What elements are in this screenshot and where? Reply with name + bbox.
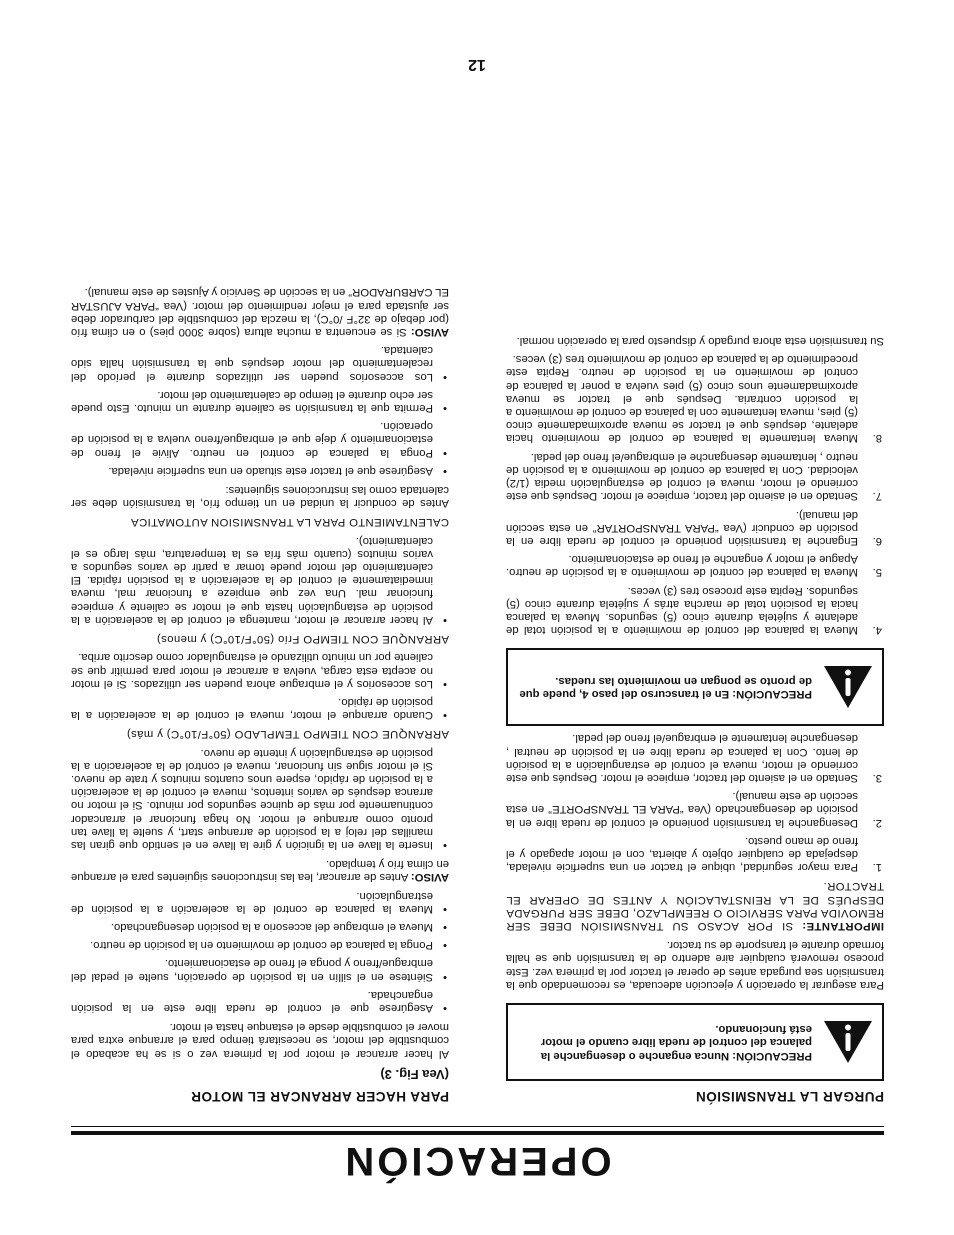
notice-label: AVISO: [410, 326, 449, 339]
bullet-item: • Mueva la palanca de control de la aceleración a la posición de estrangulación. [71, 888, 449, 914]
subsection-heading: ARRANQUE CON TIEMPO TEMPLADO (50°F/10°C) y más) [126, 728, 449, 741]
bullet-item: • Inserte la llave en la ignición y gire la llave en el sentido que giran las manillas del reloj a la posición de arranque start, y suelte la llave tan pronto como arranque el motor. No haga funcionar el arrancador continuamente por más de quince segundos por minuto. Si el motor no arranca después de varios intentos, mueva el control de la aceleración a la posición de rápido, espere unos cuantos minutos y trate de nuevo. Si el motor sigue sin funcionar, mueva el control de la aceleración a la posición de estrangulación y intente de nuevo. [71, 745, 449, 851]
step-item [506, 583, 884, 636]
bullet-item: • Los accesorios pueden ser utilizados durante el período del recalentamiento del motor después que la transmisión halla sido calentada. [71, 343, 449, 383]
step-text: Sentado en el asiento del tractor, empiece el motor. Después que este corriendo el motor, mueva el control de estrangulación media (1/2) velocidad. Con la palanca de control de movimiento a la posición de neutro , lentamente desenganche el embrague/el freno del pedal. [506, 450, 858, 503]
step-number: 5. [872, 566, 882, 579]
bullet-item: • Cuando arranque el motor, mueva el control de la aceleración a la posición de rápido. [71, 695, 449, 721]
figure-reference: (Vea Fig. 3) [380, 1066, 449, 1082]
notice-text: Si se encuentra a mucha altura (sobre 3000 pies) o en clima frío (por debajo de 32°F /0°C), la mezcla del combustible del carburador debe ser ajustada para el mejor rendimiento del motor. (Vea “PARA AJUSTAR EL CARBURADOR” en la sección de Servicio y Ajustes de este manual). [71, 286, 449, 339]
notice-label: AVISO: [410, 871, 449, 884]
important-text: SI POR ACASO SU TRANSMISIÓN DEBE SER REMOVIDA PARA SERVICIO O REEMPLAZO, DEBE SER PURGADA DESPUÉS DE LA REINSTALACIÓN Y ANTES DE OPERAR EL TRACTOR. [506, 880, 884, 932]
caution-text: PRECAUCIÓN: En el transcurso del paso 4, puede que de pronto se pongan en movimiento las ruedas. [519, 675, 812, 701]
section-heading-bleed: PURGAR LA TRANSMISIÓN [695, 1089, 884, 1104]
step-number: 3. [872, 771, 882, 784]
step-number: 2. [872, 816, 882, 829]
paragraph: Para asegurar la operación y ejecución adecuada, es recomendado que la transmisión sea purgada antes de operar el tractor por la primera vez. Este proceso removerá cualquier aire adentro de la transmisión que se halla formado durante el transporte de su tractor. [506, 939, 884, 991]
step-item [506, 352, 884, 444]
step-text: Mueva la palanca del control de movimiento a la posición de neutro. Apague el motor y enganche el freno de estacionamiento. [506, 553, 858, 579]
step-text: Sentado en el asiento del tractor, empiece el motor. Después que este corriendo el motor, mueva el control de estrangulación a la posición de lento. Con la palanca de rueda libre en la posición de neutral , desenganche lentamente el embrague/el freno del pedal. [506, 732, 858, 784]
page-title: OPERACIÓN [342, 1139, 612, 1183]
bullet-item: • Permita que la transmisión se caliente durante un minuto. Esto puede ser echo durante el tiempo de calentamiento del motor. [71, 388, 449, 414]
step-number: 7. [872, 490, 882, 503]
warning-icon [822, 664, 874, 710]
step-text: Desenganche la transmisión poniendo el control de rueda libre en la posición de desenganchado (Vea “PARA EL TRANSPORTE” en esta sección de este manual). [506, 790, 858, 829]
right-column [71, 279, 449, 1103]
important-note [506, 879, 884, 932]
bullet-item: • Mueva el embrague del accesorio a la posición desenganchado. [71, 920, 449, 933]
left-column [506, 328, 884, 1103]
bullet-item: • Los accesorios y el embrague ahora pueden ser utilizados. Si el motor no acepta esta carga, vuelva a arrancar el motor para permitir que se caliente por un minuto utilizando el estrangulador como descrito arriba. [71, 650, 449, 690]
title-rule-thin [71, 1126, 884, 1127]
bullet-item: • Al hacer arrancar el motor, mantenga el control de la aceleración a la posición de estangulación hasta que el motor se caliente y empiece funcionar mal. Una vez que empieze a funcionar mal, mueva inmediatamente el control de la aceleración a la posición rápida. El calentamiento del motor puede tomar a partir de varios segundos a varios minutos (cuanto más fría es la temperatura, más largo es el calentamiento). [71, 533, 449, 625]
paragraph: Antes de conducir la unidad en un tiempo frío, la transmisión debe ser calentada como las instrucciones siguientes: [71, 484, 449, 510]
step-item [506, 450, 884, 503]
important-label: IMPORTANTE: [801, 919, 884, 932]
subsection-heading: CALENTAMIENTO PARA LA TRANSMISION AUTOMATICA [130, 516, 449, 529]
caution-text: PRECAUCIÓN: Nunca enganche o desenganche la palanca del control de rueda libre cuando el motor está funcionando. [540, 1023, 812, 1062]
subsection-heading: ARRANQUE CON TIEMPO Frío (50°F/10°C) y menos) [156, 633, 449, 646]
step-number: 8. [872, 432, 882, 445]
paragraph: Su transmisión esta ahora purgado y dispuesto para la operación normal. [516, 335, 884, 348]
step-item [506, 789, 884, 829]
warning-icon [822, 1019, 874, 1065]
bullet-item: • Ponga la palanca de control en neutro. Alivie el freno de estacionamiento y deje que el embrague/freno vuelva a la posición de operación. [71, 419, 449, 459]
step-text: Enganche la transmisión poniendo el control de rueda libre en la posición de conducir (Vea “PARA TRANSPORTAR” en esta sección del manual). [506, 508, 858, 547]
notice [71, 857, 449, 883]
bullet-item: • Asegúrese que el tractor este situado en una superficie nivelada. [71, 464, 449, 477]
page-number: 12 [468, 56, 486, 73]
notice [71, 285, 449, 338]
step-text: Mueva lentamente la palanca de control de movimiento hacia adelante, después que el tractor se mueva aproximadamente cinco (5) pies, mueva lentamente con la palanca de control de movimiento a la posición contraria. Después que el tractor se mueva aproximadamente unos cinco (5) pies vuelva a poner la palanca de control de movimiento en la posición de neutro. Repita este procedimiento de la palanca de control de movimiento tres (3) veces. [506, 353, 858, 445]
section-heading-start: PARA HACER ARRANCAR EL MOTOR [190, 1089, 449, 1104]
bullet-item: • Siéntese en el sillín en la posición de operación, suelte el pedal del embrague/freno y ponga el freno de estacionamiento. [71, 956, 449, 982]
step-item [506, 834, 884, 874]
step-item [506, 507, 884, 547]
step-item [506, 552, 884, 578]
paragraph: Al hacer arrancar el motor por la primera vez o si se ha acabado el combustible del motor, se necesitará tiempo para el arranque extra para mover el combustible desde el estanque hasta el motor. [71, 1021, 449, 1060]
step-number: 1. [872, 861, 882, 874]
title-rule [71, 1131, 884, 1135]
step-text: Para mayor seguridad, ubique el tractor en una superficie nivelada, despejada de cualquier objeto y abierta, con el motor apagado y el freno de mano puesto. [506, 834, 858, 874]
step-number: 6. [872, 534, 882, 547]
bullet-item: • Ponga la palanca de control de movimiento en la posición de neutro. [71, 938, 449, 951]
step-number: 4. [872, 624, 882, 637]
step-text: Mueva la palanca del control de movimiento a la posición total de adelante y sujétela durante cinco (5) segundos. Mueva la palanca hacia la posición total de marcha atrás y sujétela durante cinco (5) segundos. Repita este proceso tres (3) veces. [506, 584, 858, 637]
bullet-item: • Asegúrese que el control de rueda libre este en la posición enganchada. [71, 988, 449, 1014]
notice-text: Antes de arrancar, lea las instrucciones siguientes para el arranque en clima frío y templado. [71, 858, 449, 884]
step-item [506, 731, 884, 784]
caution-box [506, 1003, 884, 1081]
caution-box [506, 648, 884, 726]
